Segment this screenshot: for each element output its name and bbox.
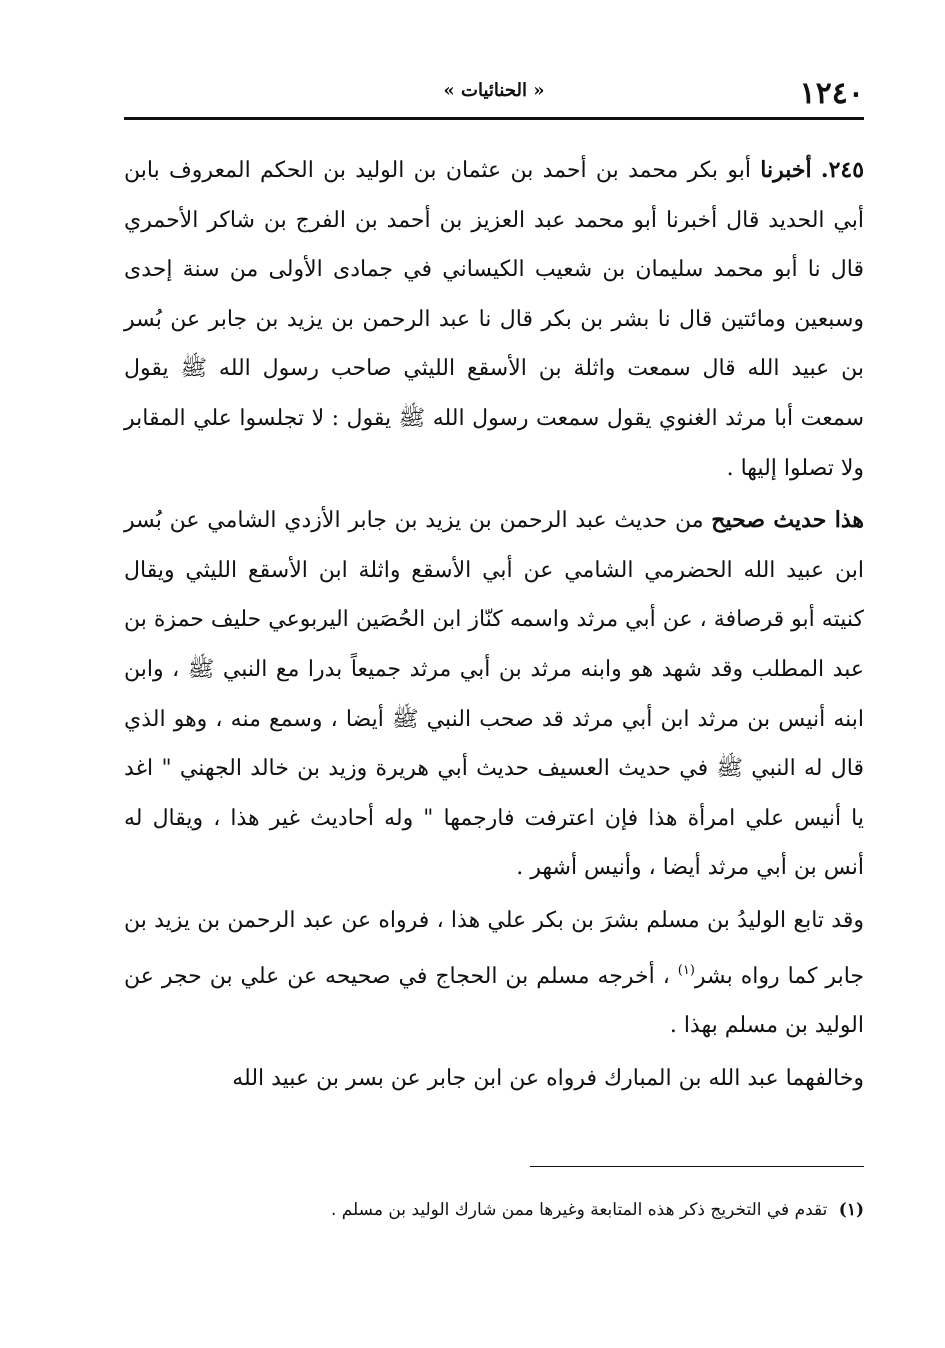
page-header [124,74,864,116]
commentary-text: من حديث عبد الرحمن بن يزيد بن جابر الأزدي الشامي عن بُسر ابن عبيد الله الحضرمي الشامي عن أبي الأسقع واثلة ابن الأسقع الليثي ويقال كنيته أبو قرصافة ، عن أبي مرثد واسمه كنّاز ابن الحُصَين اليربوعي حليف حمزة بن عبد المطلب وقد شهد هو وابنه مرثد بن أبي مرثد جميعاً بدرا مع النبي ﷺ ، وابن ابنه أنيس بن مرثد ابن أبي مرثد قد صحب النبي ﷺ أيضا ، وسمع منه ، وهو الذي قال له النبي ﷺ في حديث العسيف حديث أبي هريرة وزيد بن خالد الجهني " اغد يا أنيس علي امرأة هذا فإن اعترفت فارجمها " وله أحاديث غير هذا ، ويقال له أنس بن أبي مرثد أيضا ، وأنيس أشهر . [124,508,864,881]
footnote-text: تقدم في التخريج ذكر هذه المتابعة وغيرها ممن شارك الوليد بن مسلم . [330,1200,828,1220]
mutabaah-text-1: وقد تابع الوليدُ بن مسلم بشرَ بن بكر علي هذا ، فرواه عن عبد الرحمن بن يزيد بن جابر كما رواه بشر [124,907,864,989]
mutabaah-text-2: ، أخرجه مسلم بن الحجاج في صحيحه عن علي بن حجر عن الوليد بن مسلم بهذا . [124,963,864,1039]
hadith-isnad-text: أبو بكر محمد بن أحمد بن عثمان بن الوليد بن الحكم المعروف بابن أبي الحديد قال أخبرنا أبو محمد عبد العزيز بن أحمد بن الفرج بن شاكر الأحمري قال نا أبو محمد سليمان بن شعيب الكيساني في جمادى الأولى من سنة إحدى وسبعين ومائتين قال نا بشر بن بكر قال نا عبد الرحمن بن يزيد بن جابر عن بُسر بن عبيد الله قال سمعت واثلة بن الأسقع الليثي صاحب رسول الله ﷺ يقول سمعت أبا مرثد الغنوي يقول سمعت رسول الله ﷺ يقول : لا تجلسوا علي المقابر ولا تصلوا إليها . [124,158,864,481]
footnote-marker: (١) [838,1200,864,1220]
commentary-paragraph [124,496,864,893]
mukhalafa-text: وخالفهما عبد الله بن المبارك فرواه عن ابن جابر عن بسر بن عبيد الله [232,1065,864,1091]
main-text [124,146,864,1103]
hadith-number: ٢٤٥. [820,157,865,183]
footnote-reference[interactable]: (١) [677,962,695,978]
commentary-lead: هذا حديث صحيح [711,507,864,534]
footnote-rule [530,1166,864,1167]
running-title: « الحنائيات » [443,80,545,101]
mutabaah-paragraph [124,896,864,1051]
hadith-paragraph [124,146,864,493]
hadith-lead-word: أخبرنا [760,157,812,183]
footnote [124,1196,864,1224]
page-number: ١٢٤٠ [799,76,864,111]
mukhalafa-paragraph [124,1054,864,1104]
header-rule [124,117,864,120]
